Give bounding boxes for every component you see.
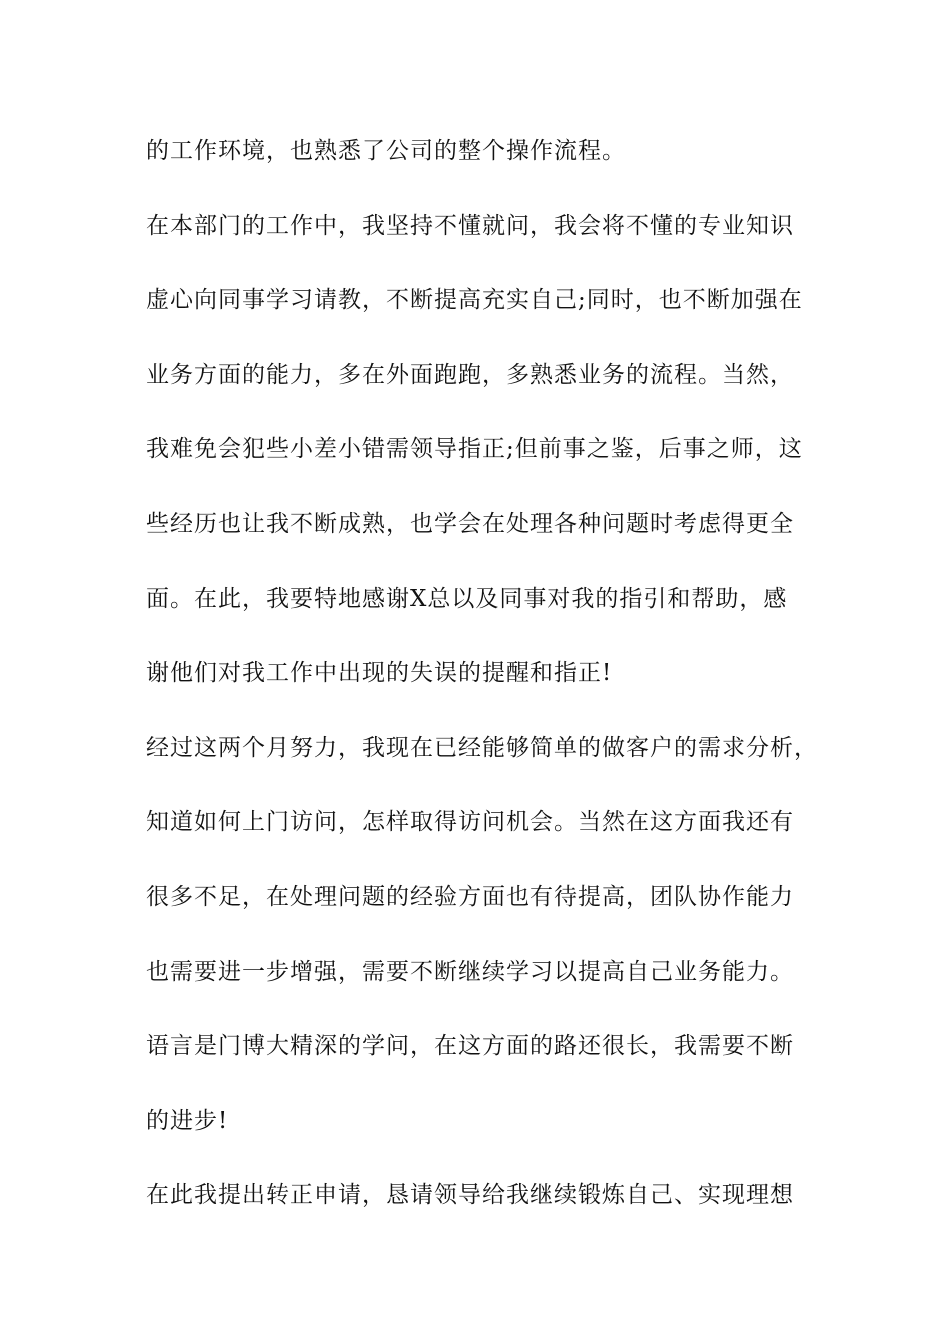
text-line: 我难免会犯些小差小错需领导指正;但前事之鉴，后事之师，这 (146, 436, 803, 463)
text-line: 在此我提出转正申请，恳请领导给我继续锻炼自己、实现理想 (146, 1182, 794, 1209)
text-line: 的工作环境，也熟悉了公司的整个操作流程。 (146, 138, 626, 164)
text-line: 业务方面的能力，多在外面跑跑，多熟悉业务的流程。当然， (146, 361, 794, 388)
text-line: 谢他们对我工作中出现的失误的提醒和指正! (146, 660, 613, 687)
text-line: 经过这两个月努力，我现在已经能够简单的做客户的需求分析， (146, 734, 818, 761)
text-line: 在本部门的工作中，我坚持不懂就问，我会将不懂的专业知识 (146, 212, 794, 239)
text-line: 语言是门博大精深的学问，在这方面的路还很长，我需要不断 (146, 1033, 794, 1060)
text-line: 很多不足，在处理问题的经验方面也有待提高，团队协作能力 (146, 883, 794, 910)
text-line: 的进步! (146, 1107, 229, 1134)
text-line: 也需要进一步增强，需要不断继续学习以提高自己业务能力。 (146, 958, 794, 985)
text-line: 知道如何上门访问，怎样取得访问机会。当然在这方面我还有 (146, 809, 794, 836)
body-text (146, 131, 826, 1250)
text-line: 面。在此，我要特地感谢X总以及同事对我的指引和帮助，感 (146, 585, 788, 612)
text-line: 虚心向同事学习请教，不断提高充实自己;同时，也不断加强在 (146, 287, 803, 314)
text-line: 些经历也让我不断成熟，也学会在处理各种问题时考虑得更全 (146, 510, 794, 537)
